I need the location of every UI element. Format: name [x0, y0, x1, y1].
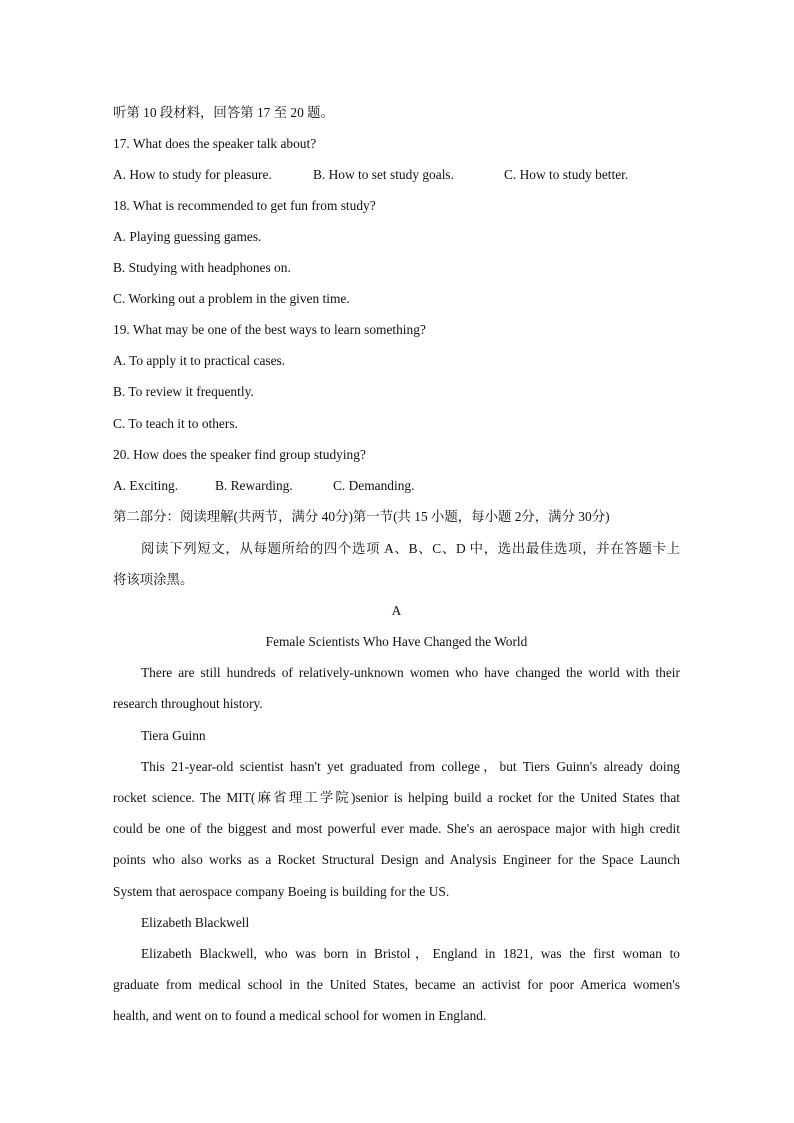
question-19-option-c: C. To teach it to others.	[113, 416, 238, 431]
question-18-option-b: B. Studying with headphones on.	[113, 260, 291, 275]
question-20-stem: 20. How does the speaker find group studying?	[113, 447, 366, 462]
question-19-option-a: A. To apply it to practical cases.	[113, 353, 286, 368]
paragraph-1-line-5: System that aerospace company Boeing is building for the US.	[113, 884, 450, 899]
passage-intro-line-2: research throughout history.	[113, 696, 263, 711]
part-two-heading: 第二部分：阅读理解(共两节，满分 40分)第一节(共 15 小题，每小题 2分，满分 30分)	[113, 509, 610, 524]
paragraph-2-line-1: Elizabeth Blackwell, who was born in Bristol，England in 1821, was the first woman to	[141, 946, 680, 961]
question-17-option-b: B. How to set study goals.	[313, 167, 454, 182]
passage-letter: A	[391, 603, 402, 618]
question-17-option-c: C. How to study better.	[504, 167, 629, 182]
question-19-option-b: B. To review it frequently.	[113, 384, 254, 399]
paragraph-2-line-3: health, and went on to found a medical school for women in England.	[113, 1008, 487, 1023]
question-18-option-a: A. Playing guessing games.	[113, 229, 262, 244]
paragraph-1-line-1: This 21-year-old scientist hasn't yet graduated from college，but Tiers Guinn's already doing	[141, 759, 680, 774]
scientist-name-1: Tiera Guinn	[141, 728, 206, 743]
paragraph-1-line-4: points who also works as a Rocket Structural Design and Analysis Engineer for the Space Launch	[113, 852, 680, 867]
passage-title: Female Scientists Who Have Changed the World	[265, 634, 528, 649]
scientist-name-2: Elizabeth Blackwell	[141, 915, 250, 930]
question-19-stem: 19. What may be one of the best ways to learn something?	[113, 322, 426, 337]
paragraph-1-line-2: rocket science. The MIT(麻省理工学院)senior is helping build a rocket for the United States that	[113, 790, 680, 805]
part-two-instruction: 阅读下列短文，从每题所给的四个选项 A、B、C、D 中，选出最佳选项，并在答题卡上	[141, 541, 680, 556]
part-two-instruction-cont: 将该项涂黑。	[113, 572, 194, 587]
passage-intro-line-1: There are still hundreds of relatively-unknown women who have changed the world with their	[141, 665, 680, 680]
question-18-option-c: C. Working out a problem in the given time.	[113, 291, 350, 306]
question-18-stem: 18. What is recommended to get fun from study?	[113, 198, 376, 213]
question-17-option-a: A. How to study for pleasure.	[113, 167, 272, 182]
question-20-option-c: C. Demanding.	[333, 478, 415, 493]
question-20-option-a: A. Exciting.	[113, 478, 179, 493]
question-17-stem: 17. What does the speaker talk about?	[113, 136, 317, 151]
paragraph-2-line-2: graduate from medical school in the United States, became an activist for poor America women's	[113, 977, 680, 992]
section-intro: 听第 10 段材料，回答第 17 至 20 题。	[113, 105, 334, 120]
paragraph-1-line-3: could be one of the biggest and most powerful ever made. She's an aerospace major with high credit	[113, 821, 680, 836]
question-20-option-b: B. Rewarding.	[215, 478, 293, 493]
